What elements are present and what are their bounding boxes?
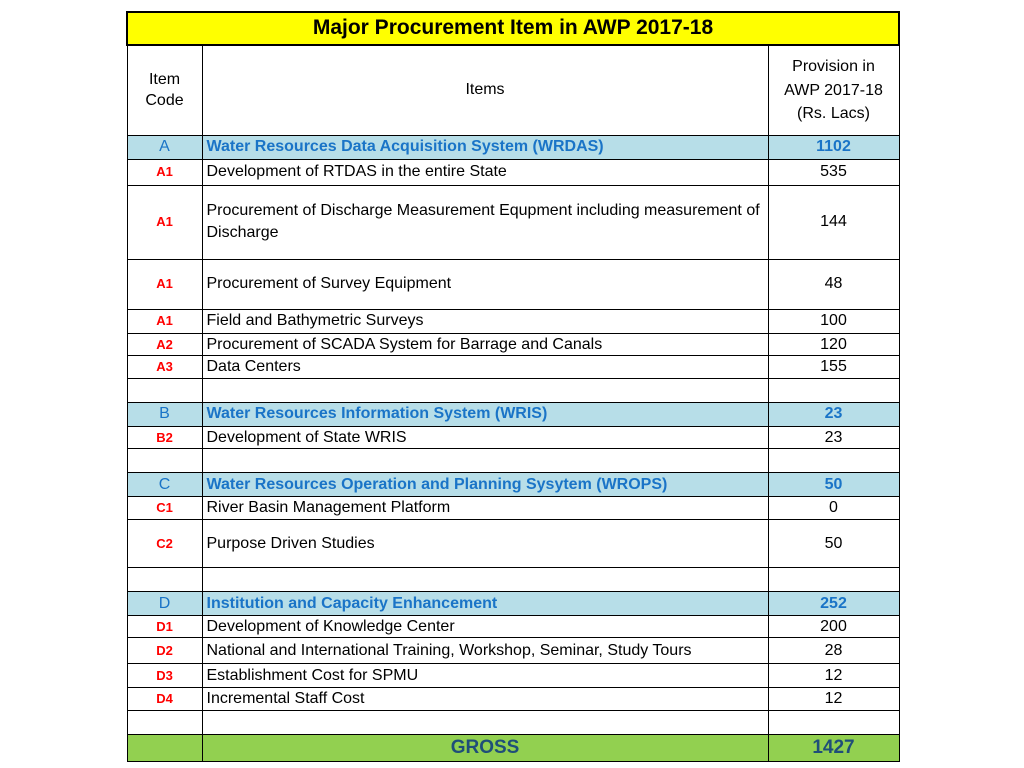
item-name-cell: Water Resources Data Acquisition System (WRDAS) [202,135,768,159]
provision-value-cell: 12 [768,664,899,688]
provision-value-cell: 48 [768,259,899,309]
blank-cell [202,567,768,591]
item-name-cell: Institution and Capacity Enhancement [202,591,768,615]
table-row [127,309,899,333]
provision-value-cell: 200 [768,615,899,638]
blank-cell [127,711,202,735]
item-code-cell: C [127,473,202,497]
item-code-cell: A1 [127,309,202,333]
table-row [127,497,899,520]
item-name-cell: Development of Knowledge Center [202,615,768,638]
item-name-cell: Procurement of Discharge Measurement Equpment including measurement of Discharge [202,185,768,259]
table-row [127,688,899,711]
item-code-cell: B [127,402,202,426]
provision-value-cell: 28 [768,638,899,664]
item-name-cell: Water Resources Information System (WRIS) [202,402,768,426]
header-items: Items [202,45,768,135]
item-name-cell: Field and Bathymetric Surveys [202,309,768,333]
header-row [127,45,899,135]
item-name-cell: Data Centers [202,356,768,379]
provision-value-cell: 50 [768,473,899,497]
provision-value-cell: 144 [768,185,899,259]
item-name-cell: Procurement of SCADA System for Barrage and Canals [202,333,768,356]
table-title: Major Procurement Item in AWP 2017-18 [127,12,899,45]
provision-value-cell: 50 [768,519,899,567]
provision-value-cell: 12 [768,688,899,711]
section-row [127,402,899,426]
item-name-cell: Incremental Staff Cost [202,688,768,711]
item-code-cell: D [127,591,202,615]
blank-cell [768,449,899,473]
item-name-cell: Development of RTDAS in the entire State [202,159,768,185]
procurement-table [126,11,900,762]
item-name-cell: Purpose Driven Studies [202,519,768,567]
provision-value-cell: 23 [768,426,899,449]
item-code-cell: A1 [127,259,202,309]
table-row [127,159,899,185]
item-name-cell: National and International Training, Workshop, Seminar, Study Tours [202,638,768,664]
section-row [127,473,899,497]
blank-cell [202,711,768,735]
table-row [127,426,899,449]
table-row [127,185,899,259]
blank-cell [127,378,202,402]
title-row [127,12,899,45]
provision-value-cell: 155 [768,356,899,379]
item-code-cell: D4 [127,688,202,711]
section-row [127,135,899,159]
blank-cell [202,378,768,402]
item-code-cell: C1 [127,497,202,520]
item-code-cell: A2 [127,333,202,356]
provision-value-cell: 0 [768,497,899,520]
table-row [127,356,899,379]
provision-value-cell: 535 [768,159,899,185]
blank-row [127,711,899,735]
blank-cell [768,567,899,591]
item-code-cell: D3 [127,664,202,688]
item-code-cell: A1 [127,159,202,185]
item-code-cell: D1 [127,615,202,638]
section-row [127,591,899,615]
item-code-cell: D2 [127,638,202,664]
provision-value-cell: 1102 [768,135,899,159]
table-row [127,333,899,356]
header-item-code: Item Code [127,45,202,135]
item-code-cell: A1 [127,185,202,259]
item-name-cell: Water Resources Operation and Planning Sysytem (WROPS) [202,473,768,497]
provision-value-cell: 120 [768,333,899,356]
item-code-cell: B2 [127,426,202,449]
item-name-cell: Procurement of Survey Equipment [202,259,768,309]
item-name-cell: Development of State WRIS [202,426,768,449]
header-provision: Provision in AWP 2017-18 (Rs. Lacs) [768,45,899,135]
blank-cell [768,711,899,735]
item-code-cell: A3 [127,356,202,379]
blank-cell [202,449,768,473]
item-code-cell: A [127,135,202,159]
blank-row [127,378,899,402]
blank-row [127,567,899,591]
item-code-cell: C2 [127,519,202,567]
provision-value-cell: 100 [768,309,899,333]
gross-label: GROSS [202,735,768,762]
item-name-cell: Establishment Cost for SPMU [202,664,768,688]
table-row [127,664,899,688]
table-row [127,259,899,309]
table-row [127,519,899,567]
gross-value: 1427 [768,735,899,762]
provision-value-cell: 252 [768,591,899,615]
item-name-cell: River Basin Management Platform [202,497,768,520]
gross-empty-cell [127,735,202,762]
blank-cell [127,449,202,473]
provision-value-cell: 23 [768,402,899,426]
table-row [127,638,899,664]
gross-row [127,735,899,762]
blank-cell [127,567,202,591]
blank-cell [768,378,899,402]
blank-row [127,449,899,473]
table-row [127,615,899,638]
